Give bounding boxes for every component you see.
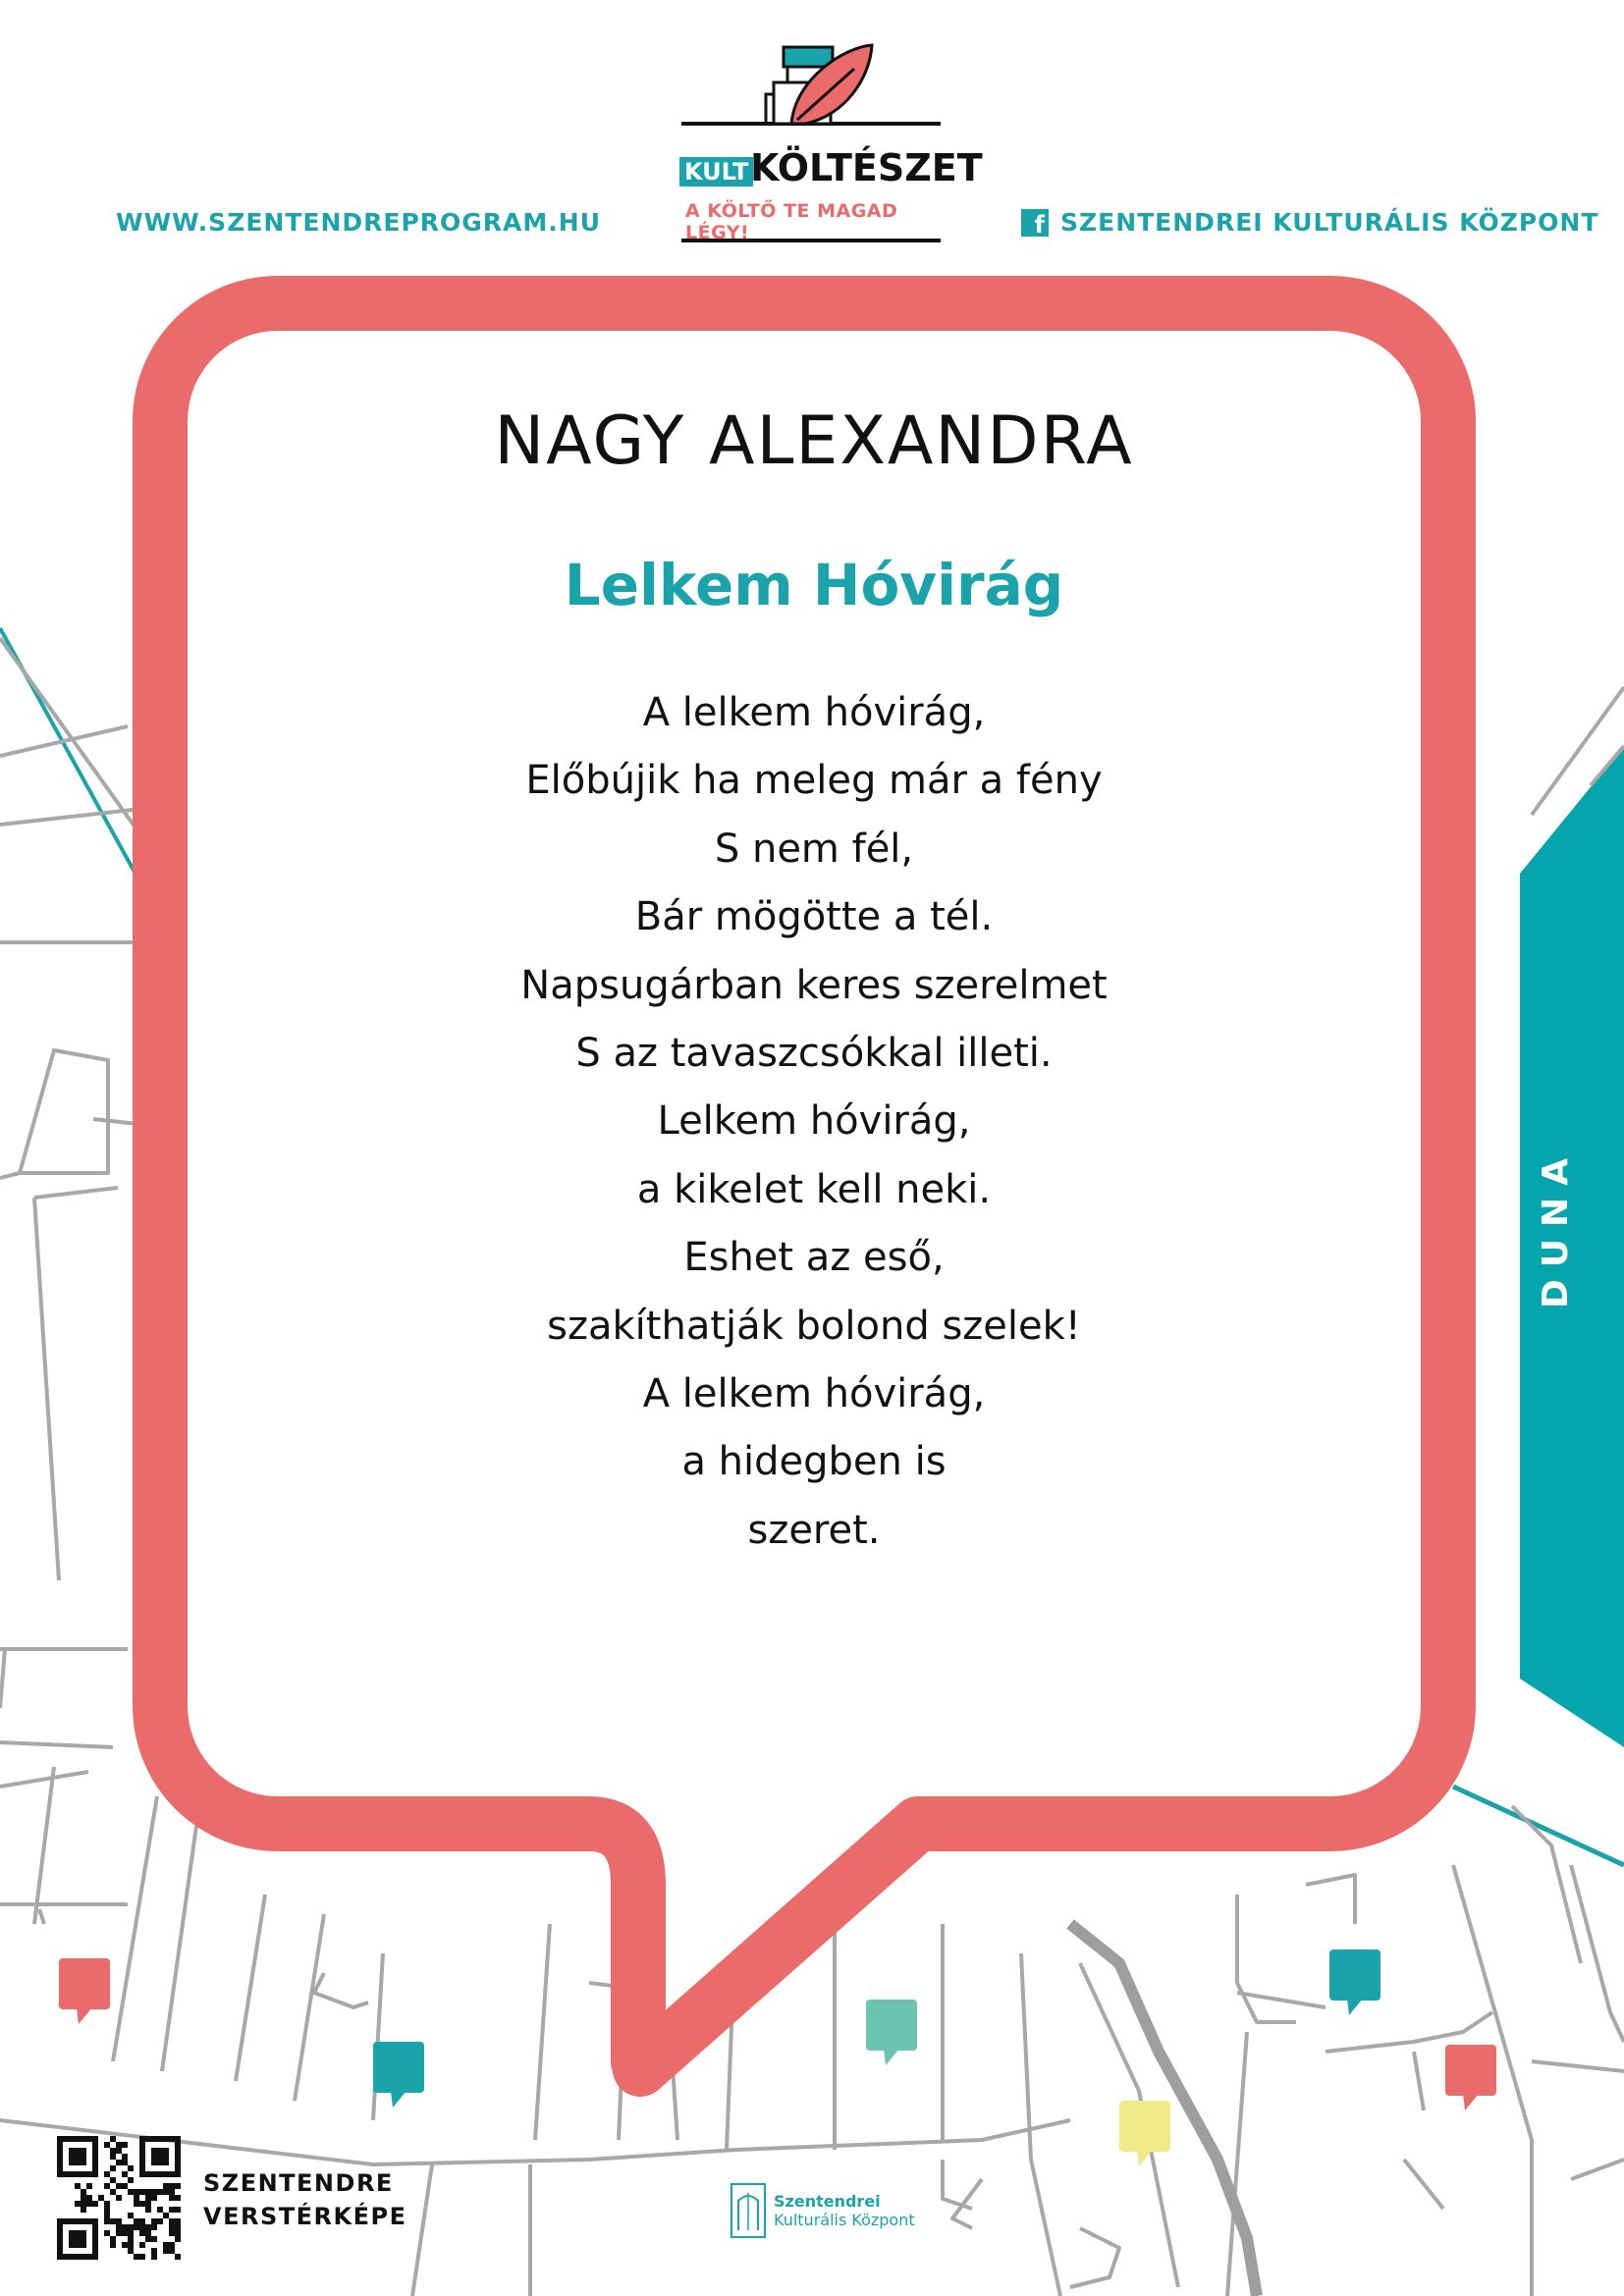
facebook-icon: f — [1021, 209, 1049, 237]
poem-title: Lelkem Hóvirág — [564, 552, 1064, 618]
org-name-line: Kulturális Központ — [774, 2211, 915, 2229]
poem-line: szakíthatják bolond szelek! — [547, 1303, 1081, 1349]
qr-code[interactable] — [57, 2136, 181, 2260]
szkk-logo — [729, 2181, 915, 2240]
teal-road-right — [1453, 1787, 1624, 1865]
poem-line: a hidegben is — [681, 1439, 947, 1485]
poem-line: a kikelet kell neki. — [636, 1166, 992, 1212]
map-marker-red-right — [1445, 2045, 1496, 2110]
org-name-line: Szentendrei — [774, 2192, 881, 2211]
map-marker-teal-right — [1329, 1949, 1380, 2015]
poem-line: Lelkem hóvirág, — [657, 1098, 971, 1145]
poem-line: A lelkem hóvirág, — [642, 690, 986, 735]
river-label — [1517, 1148, 1596, 1306]
website-link[interactable]: WWW.SZENTENDREPROGRAM.HU — [116, 208, 601, 237]
facebook-link[interactable] — [1021, 208, 1598, 237]
poem-line: Eshet az eső, — [683, 1235, 945, 1281]
kult-koltészet-logo — [677, 39, 983, 250]
logo-wordmark: KÖLTÉSZET — [750, 146, 983, 189]
poem-line: S az tavaszcsókkal illeti. — [575, 1030, 1053, 1076]
facebook-label: SZENTENDREI KULTURÁLIS KÖZPONT — [1060, 208, 1599, 237]
poem-line: Bár mögötte a tél. — [634, 894, 994, 940]
poem-line: Előbújik ha meleg már a fény — [525, 758, 1103, 804]
szkk-building-icon — [729, 2181, 768, 2240]
qr-label-line: SZENTENDRE — [203, 2169, 394, 2197]
logo-tagline: A KÖLTŐ TE MAGAD LÉGY! — [685, 200, 898, 243]
logo-kult-badge: KULT — [679, 157, 753, 187]
poem-author: NAGY ALEXANDRA — [494, 402, 1134, 480]
poem-line: szeret. — [747, 1507, 881, 1553]
qr-label-line: VERSTÉRKÉPE — [203, 2203, 407, 2230]
poem-line: Napsugárban keres szerelmet — [520, 962, 1108, 1008]
river-label-text: DUNA — [1536, 1146, 1577, 1308]
map-marker-green — [866, 2000, 917, 2065]
map-marker-yellow — [1119, 2101, 1170, 2166]
qr-label — [203, 2166, 406, 2233]
map-marker-teal-left — [373, 2042, 424, 2108]
poem-line: A lelkem hóvirág, — [642, 1370, 986, 1416]
poem-line: S nem fél, — [714, 826, 914, 872]
poem-body — [162, 679, 1466, 1565]
map-marker-red-left — [59, 1958, 110, 2024]
